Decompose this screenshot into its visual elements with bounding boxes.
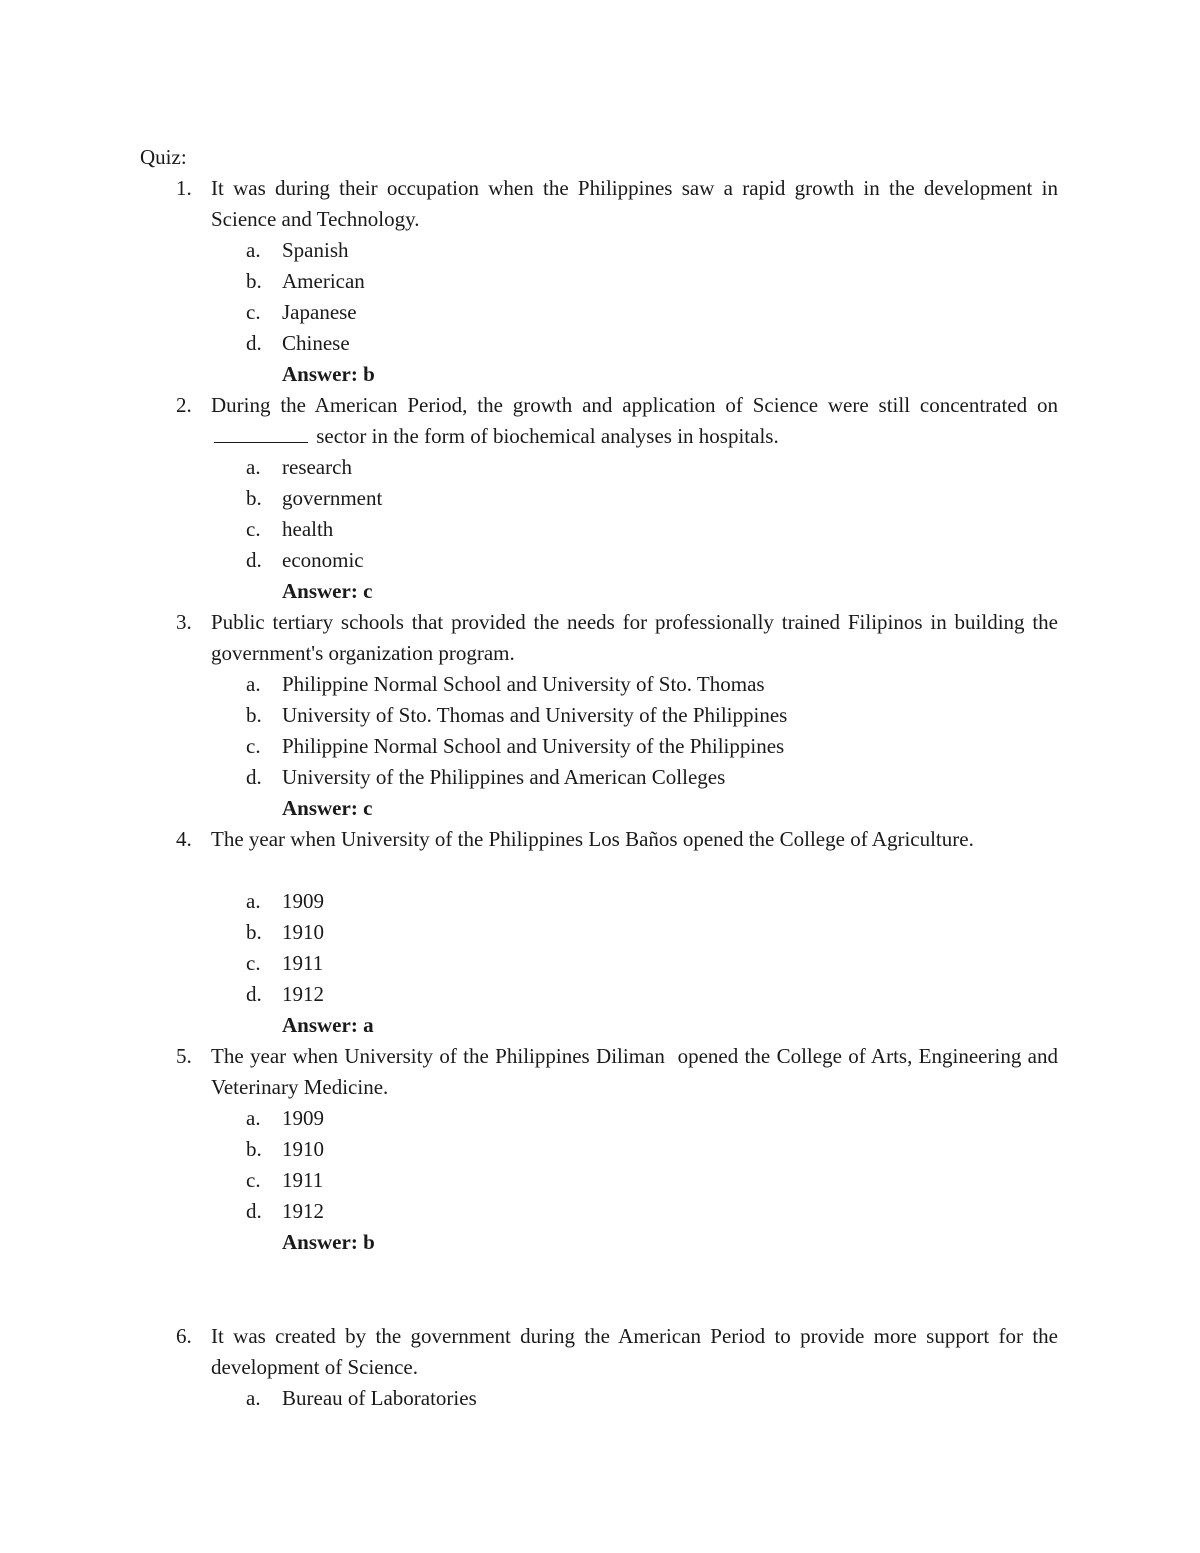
option-letter: a. [246, 889, 261, 913]
question-text: Public tertiary schools that provided the needs for professionally trained Filipinos in building the government's organization program. [211, 610, 1058, 665]
option-4d [0, 979, 1200, 1010]
option-text: Philippine Normal School and University of Sto. Thomas [282, 672, 765, 696]
option-letter: a. [246, 238, 261, 262]
option-text: 1911 [282, 951, 324, 975]
option-5a [0, 1103, 1200, 1134]
question-text: It was during their occupation when the Philippines saw a rapid growth in the development in Science and Technology. [211, 176, 1058, 231]
option-letter: b. [246, 1137, 262, 1161]
option-5b [0, 1134, 1200, 1165]
answer-3: Answer: c [282, 796, 373, 820]
answer-4: Answer: a [282, 1013, 374, 1037]
option-text: Bureau of Laboratories [282, 1386, 477, 1410]
option-1b [0, 266, 1200, 297]
option-text: economic [282, 548, 364, 572]
option-4b [0, 917, 1200, 948]
option-letter: a. [246, 1386, 261, 1410]
question-number: 5. [176, 1044, 192, 1068]
option-text: 1912 [282, 1199, 324, 1223]
option-letter: b. [246, 703, 262, 727]
option-text: Philippine Normal School and University of the Philippines [282, 734, 785, 758]
option-text: Japanese [282, 300, 357, 324]
option-letter: c. [246, 1168, 261, 1192]
fill-in-blank [214, 422, 308, 443]
option-letter: a. [246, 1106, 261, 1130]
option-2c [0, 514, 1200, 545]
option-letter: c. [246, 734, 261, 758]
option-letter: c. [246, 300, 261, 324]
option-letter: c. [246, 951, 261, 975]
option-letter: b. [246, 269, 262, 293]
option-text: 1909 [282, 1106, 324, 1130]
question-text: The year when University of the Philippines Los Baños opened the College of Agriculture. [211, 827, 974, 851]
question-text: It was created by the government during the American Period to provide more support for the development of Science. [211, 1324, 1058, 1379]
option-3c [0, 731, 1200, 762]
option-1a [0, 235, 1200, 266]
option-text: government [282, 486, 383, 510]
option-5d [0, 1196, 1200, 1227]
option-letter: d. [246, 765, 262, 789]
question-number: 2. [176, 393, 192, 417]
option-2b [0, 483, 1200, 514]
option-text: American [282, 269, 365, 293]
option-6a [0, 1383, 1200, 1414]
question-text: The year when University of the Philippines Diliman opened the College of Arts, Engineering and Veterinary Medicine. [211, 1044, 1063, 1099]
option-letter: d. [246, 1199, 262, 1223]
option-text: 1912 [282, 982, 324, 1006]
answer-1: Answer: b [282, 362, 375, 386]
option-text: University of Sto. Thomas and University of the Philippines [282, 703, 788, 727]
option-letter: c. [246, 517, 261, 541]
question-text-before: During the American Period, the growth and application of Science were still concentrated on [211, 393, 1058, 417]
option-text: health [282, 517, 334, 541]
option-text: Chinese [282, 331, 350, 355]
question-number: 6. [176, 1324, 192, 1348]
option-letter: b. [246, 486, 262, 510]
option-3d [0, 762, 1200, 793]
option-letter: a. [246, 672, 261, 696]
question-text-after: sector in the form of biochemical analyses in hospitals. [316, 424, 779, 448]
answer-5: Answer: b [282, 1230, 375, 1254]
question-number: 1. [176, 176, 192, 200]
option-text: research [282, 455, 352, 479]
option-3b [0, 700, 1200, 731]
option-3a [0, 669, 1200, 700]
option-1c [0, 297, 1200, 328]
option-text: 1910 [282, 920, 324, 944]
option-letter: d. [246, 331, 262, 355]
answer-2: Answer: c [282, 579, 373, 603]
option-text: University of the Philippines and American Colleges [282, 765, 726, 789]
option-2d [0, 545, 1200, 576]
option-1d [0, 328, 1200, 359]
option-letter: a. [246, 455, 261, 479]
option-letter: b. [246, 920, 262, 944]
option-2a [0, 452, 1200, 483]
question-text [211, 390, 1058, 452]
option-5c [0, 1165, 1200, 1196]
option-letter: d. [246, 982, 262, 1006]
option-4a [0, 886, 1200, 917]
question-number: 3. [176, 610, 192, 634]
option-letter: d. [246, 548, 262, 572]
option-text: 1910 [282, 1137, 324, 1161]
option-text: 1909 [282, 889, 324, 913]
option-text: 1911 [282, 1168, 324, 1192]
option-4c [0, 948, 1200, 979]
option-text: Spanish [282, 238, 349, 262]
question-number: 4. [176, 827, 192, 851]
quiz-heading: Quiz: [140, 145, 187, 169]
